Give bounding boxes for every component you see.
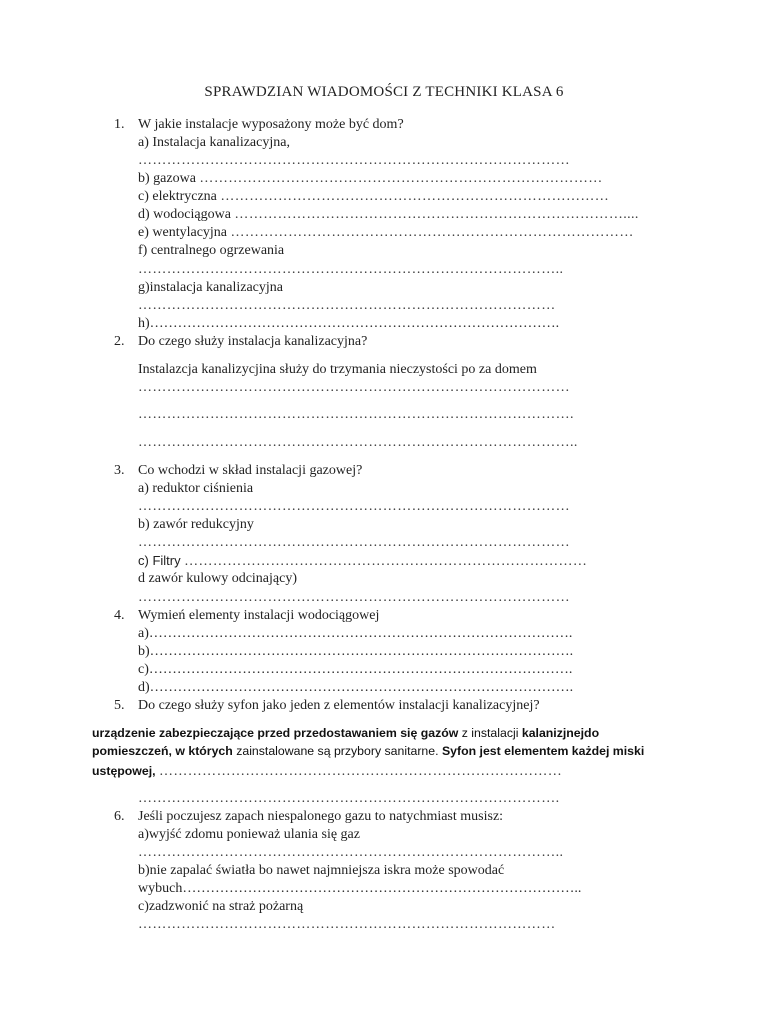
q6-number: 6. xyxy=(114,809,125,824)
q1-answer-c: c) elektryczna ……………………………………………………………………… xyxy=(138,189,610,204)
q4-question: Wymień elementy instalacji wodociągowej xyxy=(138,608,380,623)
q2-dots-3: ……………………………………………………………………………….. xyxy=(138,435,578,450)
q1-answer-h: h)……………………………………………………………………………. xyxy=(138,316,560,331)
q2-question: Do czego służy instalacja kanalizacyjna? xyxy=(138,334,368,349)
q1-question: W jakie instalacje wyposażony może być dom? xyxy=(138,117,404,132)
q4-answer-d: d)………………………………………………………………………………. xyxy=(138,680,574,695)
q3-answer-a: a) reduktor ciśnienia xyxy=(138,481,254,496)
q2-dots-1: ……………………………………………………………………………… xyxy=(138,380,570,395)
q6-answer-c: c)zadzwonić na straż pożarną xyxy=(138,899,304,914)
q1-number: 1. xyxy=(114,117,125,132)
q2-answer: Instalazcja kanalizycjina służy do trzymania nieczystości po za domem xyxy=(138,362,537,377)
q6-answer-c-dots: …………………………………………………………………………… xyxy=(138,917,556,932)
q1-answer-a: a) Instalacja kanalizacyjna, xyxy=(138,135,290,150)
page-title: SPRAWDZIAN WIADOMOŚCI Z TECHNIKI KLASA 6 xyxy=(204,84,564,100)
q5-answer-line-2: pomieszczeń, w których zainstalowane są przybory sanitarne. Syfon jest elementem każdej miski xyxy=(92,744,645,758)
q6-question: Jeśli poczujesz zapach niespalonego gazu to natychmiast musisz: xyxy=(138,809,504,824)
q5-dots-2: ……………………………………………………………………………. xyxy=(138,791,560,806)
q4-number: 4. xyxy=(114,608,125,623)
q5-answer-line-3: ustępowej, ………………………………………………………………………… xyxy=(92,764,563,779)
q1-answer-f: f) centralnego ogrzewania xyxy=(138,243,285,258)
q5-question: Do czego służy syfon jako jeden z elementów instalacji kanalizacyjnej? xyxy=(138,698,540,713)
q6-answer-b: b)nie zapalać światła bo nawet najmniejsza iskra może spowodać xyxy=(138,863,505,878)
q3-answer-b: b) zawór redukcyjny xyxy=(138,517,254,532)
q1-answer-b: b) gazowa ………………………………………………………………………… xyxy=(138,171,603,186)
q3-question: Co wchodzi w skład instalacji gazowej? xyxy=(138,463,363,478)
q4-answer-c: c)………………………………………………………………………………. xyxy=(138,662,573,677)
q3-answer-d: d zawór kulowy odcinający) xyxy=(138,571,297,586)
q2-dots-2: ………………………………………………………………………………. xyxy=(138,407,574,422)
q1-answer-g-dots: …………………………………………………………………………… xyxy=(138,298,556,313)
q1-answer-g: g)instalacja kanalizacyjna xyxy=(138,280,283,295)
q6-answer-a: a)wyjść zdomu ponieważ ulania się gaz xyxy=(138,827,360,842)
q1-answer-a-dots: ……………………………………………………………………………… xyxy=(138,153,570,168)
q5-answer-line-1: urządzenie zabezpieczające przed przedostawaniem się gazów z instalacji kalanizjnejdo xyxy=(92,726,600,740)
q3-answer-b-dots: ……………………………………………………………………………… xyxy=(138,535,570,550)
q6-answer-b-continued: wybuch………………………………………………………………………….. xyxy=(138,881,582,896)
q1-answer-f-dots: …………………………………………………………………………….. xyxy=(138,262,564,277)
q1-answer-d: d) wodociągowa ……………………………………………………………………….... xyxy=(138,207,639,222)
q4-answer-b: b)………………………………………………………………………………. xyxy=(138,644,574,659)
q6-answer-a-dots: …………………………………………………………………………….. xyxy=(138,845,564,860)
q3-answer-a-dots: ……………………………………………………………………………… xyxy=(138,499,570,514)
q1-answer-e: e) wentylacyjna ………………………………………………………………………… xyxy=(138,225,634,240)
q3-answer-c: c) Filtry ………………………………………………………………………… xyxy=(138,553,588,569)
q5-number: 5. xyxy=(114,698,125,713)
q3-answer-d-dots: ……………………………………………………………………………… xyxy=(138,590,570,605)
q3-number: 3. xyxy=(114,463,125,478)
q2-number: 2. xyxy=(114,334,125,349)
q4-answer-a: a)………………………………………………………………………………. xyxy=(138,626,573,641)
